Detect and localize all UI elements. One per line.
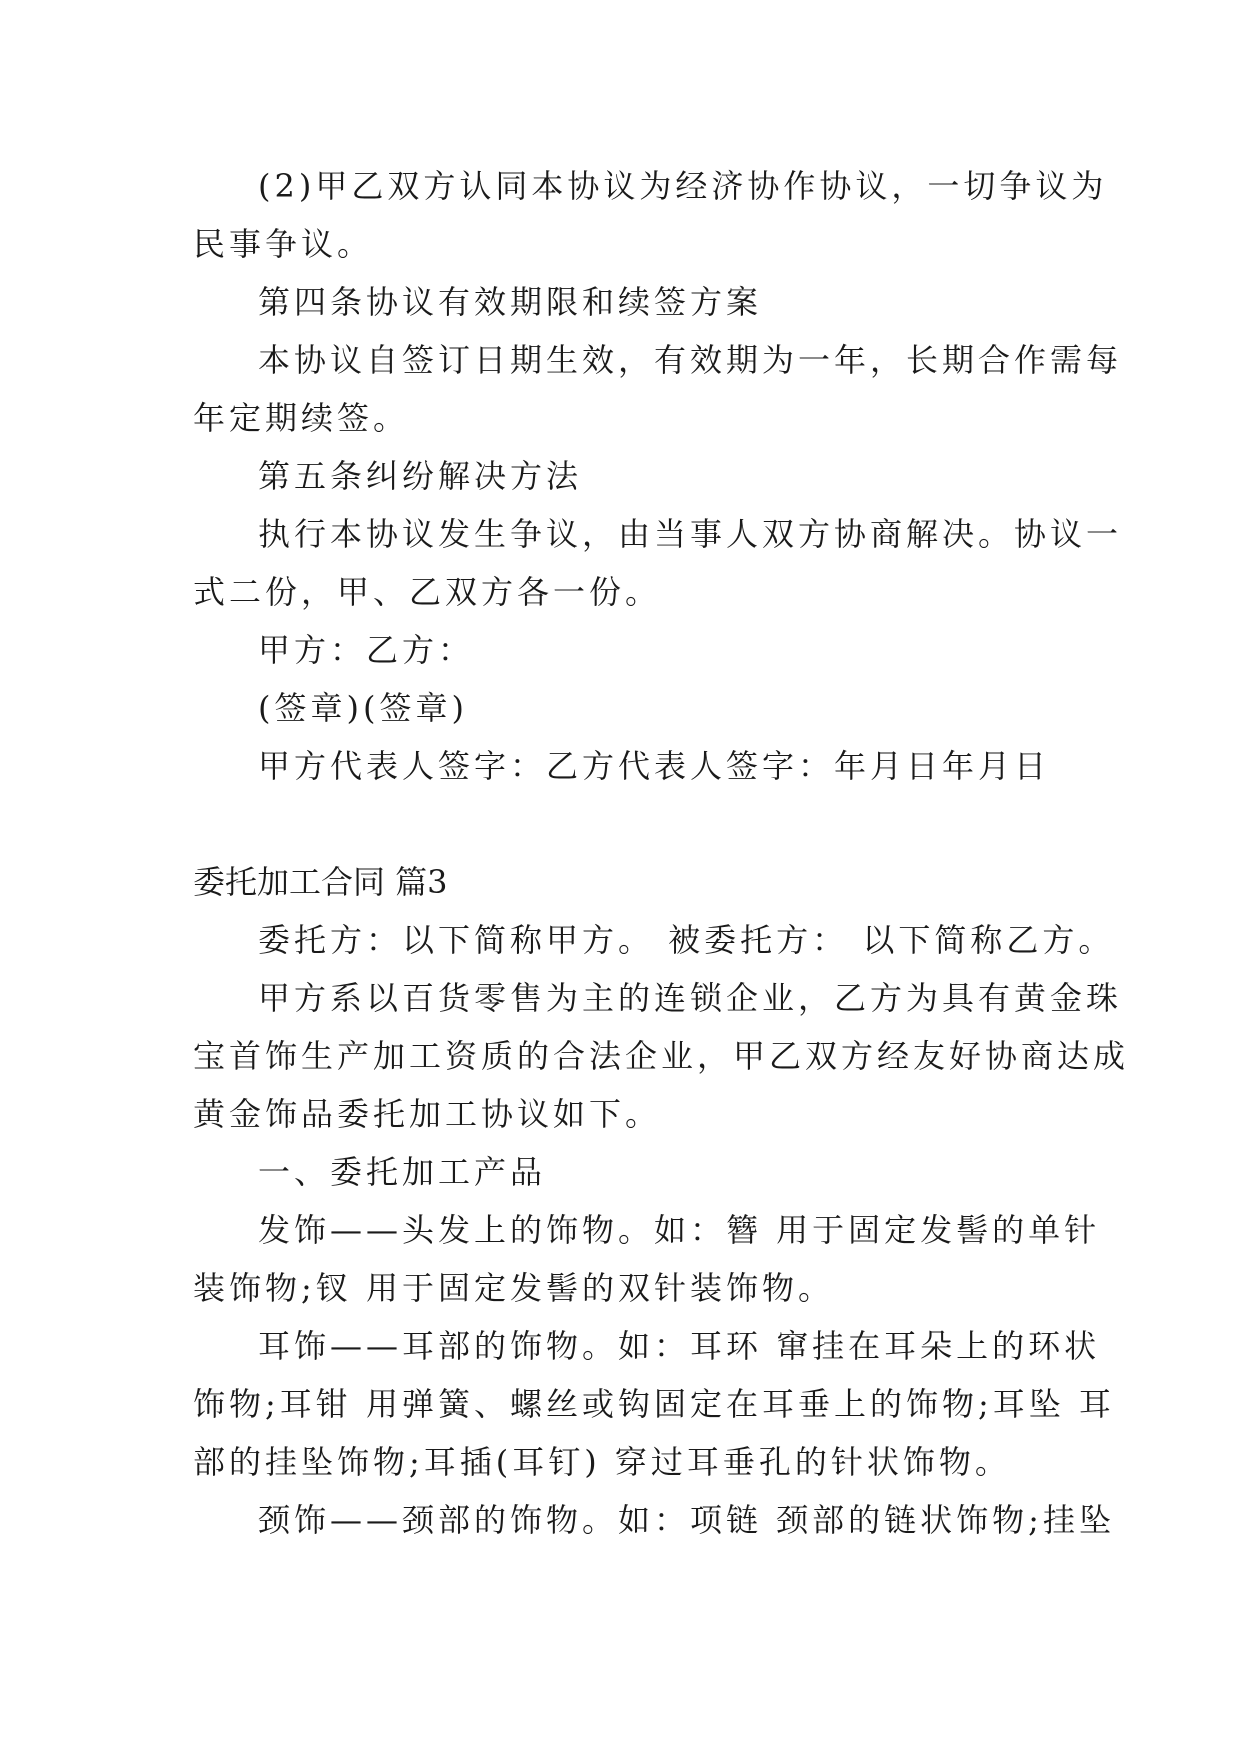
paragraph-line: 式二份，甲、乙双方各一份。 (193, 573, 662, 611)
paragraph-line: 颈饰——颈部的饰物。如：项链 颈部的链状饰物;挂坠 (258, 1501, 1115, 1539)
paragraph-line: 部的挂坠饰物;耳插(耳钉) 穿过耳垂孔的针状饰物。 (193, 1443, 1011, 1481)
paragraph-line: 发饰——头发上的饰物。如：簪 用于固定发髻的单针 (258, 1211, 1101, 1249)
paragraph-line: 装饰物;钗 用于固定发髻的双针装饰物。 (193, 1269, 834, 1307)
paragraph-line: 执行本协议发生争议，由当事人双方协商解决。协议一 (258, 515, 1123, 553)
paragraph-line: 黄金饰品委托加工协议如下。 (193, 1095, 662, 1133)
paragraph-line: 耳饰——耳部的饰物。如：耳环 窜挂在耳朵上的环状 (258, 1327, 1101, 1365)
section-heading: 第五条纠纷解决方法 (258, 457, 583, 495)
signature-parties-line: 甲方：乙方： (258, 631, 475, 669)
section-heading: 一、委托加工产品 (258, 1153, 547, 1191)
paragraph-line: 年定期续签。 (193, 399, 410, 437)
paragraph-line: 本协议自签订日期生效，有效期为一年，长期合作需每 (258, 341, 1123, 379)
paragraph-line: 甲方系以百货零售为主的连锁企业，乙方为具有黄金珠 (258, 979, 1123, 1017)
seal-line: (签章)(签章) (258, 689, 468, 727)
section-heading: 第四条协议有效期限和续签方案 (258, 283, 763, 321)
paragraph-line: 委托方：以下简称甲方。 被委托方： 以下简称乙方。 (258, 921, 1115, 959)
paragraph-line: 宝首饰生产加工资质的合法企业，甲乙双方经友好协商达成 (193, 1037, 1130, 1075)
contract-title: 委托加工合同 篇3 (193, 863, 448, 901)
representative-signature-line: 甲方代表人签字：乙方代表人签字：年月日年月日 (258, 747, 1051, 785)
paragraph-line: 饰物;耳钳 用弹簧、螺丝或钩固定在耳垂上的饰物;耳坠 耳 (193, 1385, 1115, 1423)
paragraph-line: (2)甲乙双方认同本协议为经济协作协议，一切争议为 (258, 167, 1108, 205)
paragraph-line: 民事争议。 (193, 225, 374, 263)
